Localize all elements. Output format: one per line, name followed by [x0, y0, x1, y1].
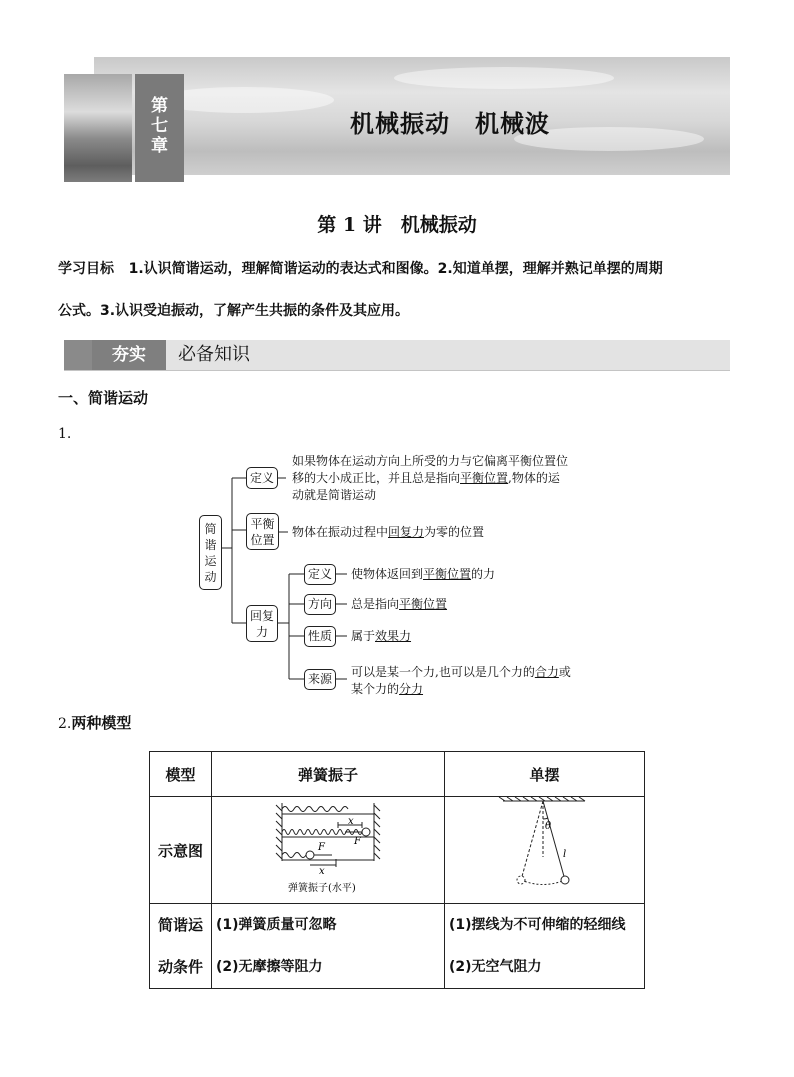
source-line-1 — [351, 664, 611, 681]
chapter-char: 七 — [151, 116, 168, 136]
underlined-term: 分力 — [399, 682, 424, 696]
table-row — [150, 797, 645, 904]
text: 可以是某一个力,也可以是几个力的 — [351, 665, 535, 679]
text: 某个力的 — [351, 682, 400, 696]
text: ,物体的运 — [508, 471, 560, 485]
symbol-F: F — [354, 836, 361, 847]
equilibrium-text — [292, 524, 484, 541]
heading-text: 两种模型 — [71, 714, 132, 732]
node-equilibrium-position — [246, 513, 279, 550]
source-line-2 — [351, 681, 611, 698]
label-line: 平衡 — [250, 517, 275, 531]
text: 移的大小成正比，并且总是指向 — [292, 471, 461, 485]
text: 或 — [558, 665, 571, 679]
chapter-char: 第 — [151, 96, 168, 116]
condition-item: (2)无空气阻力 — [449, 959, 542, 975]
heading-number: 2. — [58, 716, 72, 732]
header-cell: 弹簧振子 — [212, 752, 445, 797]
root-node-simple-harmonic-motion — [199, 515, 222, 590]
text: 物体在振动过程中 — [292, 525, 389, 539]
symbol-x: x — [348, 816, 354, 827]
symbol-l: l — [563, 849, 567, 860]
text: 属于 — [351, 629, 376, 643]
underlined-term: 平衡位置 — [399, 597, 448, 611]
goals-text-1: 1.认识简谐运动，理解简谐运动的表达式和图像。2.知道单摆，理解并熟记单摆的周期 — [128, 261, 663, 277]
root-char: 简 — [204, 522, 217, 536]
spring-oscillator-diagram — [212, 797, 444, 903]
definition-line-2 — [292, 470, 602, 487]
force-source-text — [351, 664, 611, 698]
definition-line-1: 如果物体在运动方向上所受的力与它偏离平衡位置位 — [292, 454, 569, 468]
node-force-definition: 定义 — [304, 564, 336, 585]
root-char: 谐 — [204, 538, 217, 552]
symbol-theta: θ — [545, 821, 552, 832]
spring-diagram-caption: 弹簧振子(水平) — [288, 883, 356, 894]
underlined-term: 合力 — [534, 665, 559, 679]
spring-conditions-cell — [212, 904, 445, 989]
pendulum-diagram — [445, 797, 644, 903]
heading-simple-harmonic-motion: 一、简谐运动 — [58, 389, 149, 407]
section-title: 必备知识 — [178, 344, 250, 365]
table-row — [150, 904, 645, 989]
root-char: 运 — [204, 554, 217, 568]
symbol-F: F — [318, 842, 325, 853]
text: 总是指向 — [351, 597, 400, 611]
label-line: 动条件 — [157, 958, 203, 976]
spring-oscillator-diagram-cell — [212, 797, 445, 904]
pendulum-diagram-cell — [445, 797, 645, 904]
force-definition-text — [351, 566, 495, 583]
goals-label: 学习目标 — [58, 261, 114, 277]
underlined-term: 回复力 — [388, 525, 425, 539]
underlined-term: 平衡位置 — [423, 567, 472, 581]
node-definition: 定义 — [246, 467, 278, 489]
text: 使物体返回到 — [351, 567, 424, 581]
root-char: 动 — [204, 570, 217, 584]
goals-text-2: 公式。3.认识受迫振动，了解产生共振的条件及其应用。 — [58, 303, 410, 319]
force-direction-text — [351, 596, 447, 613]
text: 的力 — [471, 567, 496, 581]
label-line: 回复 — [249, 609, 274, 623]
text: 为零的位置 — [424, 525, 485, 539]
chapter-title: 机械振动 机械波 — [350, 110, 550, 138]
models-table — [149, 751, 645, 989]
condition-item: (1)摆线为不可伸缩的轻细线 — [449, 917, 626, 933]
row-label: 示意图 — [150, 797, 212, 904]
underlined-term: 平衡位置 — [460, 471, 509, 485]
node-restoring-force — [246, 605, 278, 642]
definition-text — [292, 453, 602, 504]
node-force-direction: 方向 — [304, 594, 336, 615]
heading-two-models — [58, 712, 131, 733]
lesson-title: 第 1 讲 机械振动 — [317, 214, 477, 236]
label-line: 简谐运 — [157, 916, 203, 934]
condition-item: (2)无摩擦等阻力 — [216, 959, 323, 975]
section-tag: 夯实 — [92, 340, 166, 370]
chapter-char: 章 — [151, 136, 168, 156]
label-line: 位置 — [250, 533, 275, 547]
item-number: 1. — [58, 426, 72, 442]
header-cell: 模型 — [150, 752, 212, 797]
row-label — [150, 904, 212, 989]
symbol-x: x — [319, 866, 325, 877]
node-force-source: 来源 — [304, 669, 336, 690]
pendulum-conditions-cell — [445, 904, 645, 989]
label-line: 力 — [255, 625, 268, 639]
force-nature-text — [351, 628, 411, 645]
condition-item: (1)弹簧质量可忽略 — [216, 917, 337, 933]
definition-line-3: 动就是简谐运动 — [292, 488, 377, 502]
table-header-row — [150, 752, 645, 797]
node-force-nature: 性质 — [304, 626, 336, 647]
header-cell: 单摆 — [445, 752, 645, 797]
underlined-term: 效果力 — [375, 629, 412, 643]
